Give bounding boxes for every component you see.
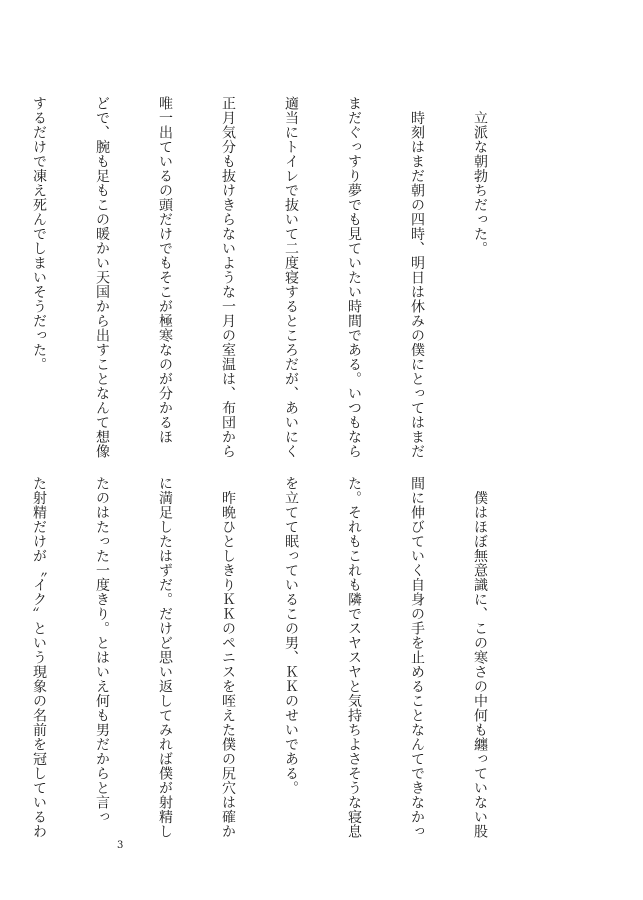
text-line: 僕はほぼ無意識に、この寒さの中何も纏っていない股 [472,476,488,839]
text-line: に満足したはずだ。だけど思い返してみれば僕が射精し [157,476,173,839]
text-line: たのはたった一度きり。とはいえ何も男だからと言っ [94,476,110,824]
text-block-upper [0,96,532,459]
text-line: 唯一出ているの頭だけでもそこが極寒なのが分かるほ [157,96,173,444]
page-number: 3 [117,840,124,851]
text-line: 間に伸びていく自身の手を止めることなんてできなかっ [409,476,425,839]
text-line: 正月気分も抜けきらないような一月の室温は、布団から [220,96,236,459]
text-line: た射精だけが〝イク〟という現象の名前を冠しているわ [31,476,47,839]
text-block-lower [0,476,532,839]
text-line: どで、腕も足もこの暖かい天国から出すことなんて想像 [94,96,110,459]
text-line: を立てて眠っているこの男、ＫＫのせいである。 [283,476,299,795]
text-line: するだけで凍え死んでしまいそうだった。 [31,96,47,372]
text-line: た。それもこれも隣でスヤスヤと気持ちよさそうな寝息 [346,476,362,839]
text-line: 立派な朝勃ちだった。 [472,96,488,256]
text-line: 適当にトイレで抜いて二度寝するところだが、あいにく [283,96,299,459]
text-line: 昨晩ひとしきりＫＫのペニスを咥えた僕の尻穴は確か [220,476,236,839]
text-line: まだぐっすり夢でも見ていたい時間である。いつもなら [346,96,362,459]
text-line: 時刻はまだ朝の四時、明日は休みの僕にとってはまだ [409,96,425,459]
